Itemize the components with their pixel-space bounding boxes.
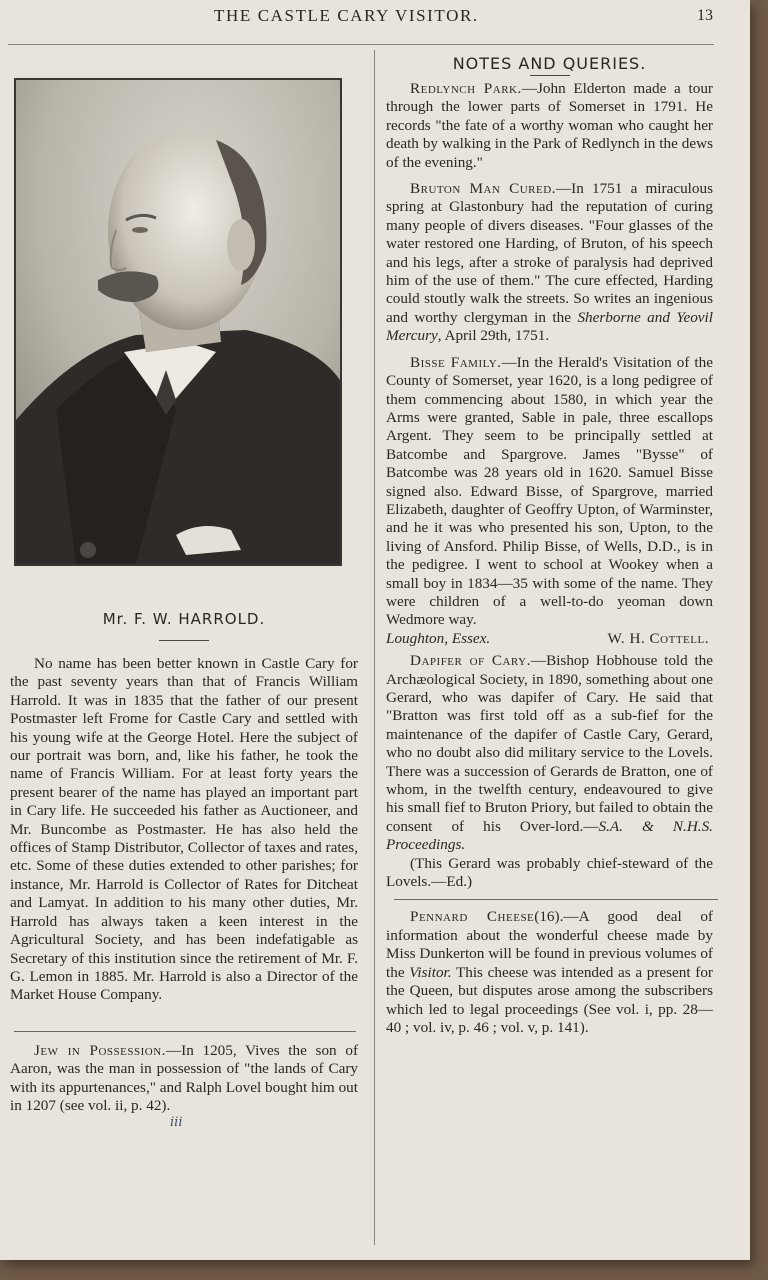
bisse-signature <box>386 630 713 648</box>
dapifer-note <box>386 652 713 854</box>
page-number: 13 <box>697 7 713 24</box>
pennard-heading: Pennard Cheese <box>410 908 535 926</box>
redlynch-heading: Redlynch Park. <box>410 80 522 97</box>
section-rule-right <box>394 899 718 900</box>
pennard-visitor: Visitor. <box>409 963 452 981</box>
header-rule <box>8 44 714 45</box>
portrait-image <box>16 80 340 564</box>
bruton-heading: Bruton Man Cured. <box>410 180 556 198</box>
bisse-text: —In the Herald's Visitation of the County of Somerset, year 1620, is a long pedigree of them commencing about 1580, in which year the Arms were granted, Sable in pale, three escallops Argent. They seem to be principally settled at Batcombe and Spargrove. James "Bysse" of Batcombe was 28 years old in 1620. Samuel Bisse signed also. Edward Bisse, of Spargrove, married Elizabeth, daughter of Geoffry Upton, of Warminster, and he it was who presented his son, Upton, to the living of Ansford. Philip Bisse, of Wells, D.D., is in the pedigree. I went to school at Wookey when a small boy in 1834—35 with some of the name. They were children of a well-to-do yeoman down Wedmore way. <box>386 353 713 629</box>
section-rule <box>14 1031 356 1032</box>
bruton-text-2: , April 29th, 1751. <box>437 327 550 345</box>
pennard-text-2: This cheese was intended as a present for the Queen, but disputes arose among the subscribers which led to legal proceedings (See vol. i, pp. 28—40 ; vol. iv, p. 46 ; vol. v, p. 141). <box>386 963 713 1036</box>
heading-rule <box>530 75 570 76</box>
jew-text: —In 1205, Vives the son of Aaron, was the man in possession of "the lands of Cary with its appurtenances," and Ralph Lovel bought him out in 1207 (see vol. ii, p. 42). <box>10 1041 359 1114</box>
dapifer-text: —Bishop Hobhouse told the Archæological Society, in 1890, something about one Gerard, who was dapifer of Cary. He said that "Bratton was first told off as a sub-fief for the maintenance of the dapifer of Castle Cary, Gerard, who no doubt also did military service to the Lovels. There was a succession of Gerards de Bratton, one of whom, in the twelfth century, endeavoured to give his small fief to Bruton Priory, but failed to obtain the consent of his Over-lord.— <box>386 652 713 835</box>
column-divider <box>374 50 375 1245</box>
dapifer-heading: Dapifer of Cary. <box>410 652 531 670</box>
jew-in-possession-note <box>10 1042 358 1116</box>
handwritten-mark: iii <box>170 1115 183 1131</box>
pennard-text-1: (16).—A good deal of information about the wonderful cheese made by Miss Dunkerton will be found in previous volumes of the <box>386 908 713 981</box>
portrait-photo <box>14 78 342 566</box>
dapifer-editor-note: (This Gerard was probably chief-steward of the Lovels.—Ed.) <box>386 854 713 891</box>
bisse-author: W. H. Cottell. <box>607 629 709 647</box>
bruton-text-1: —In 1751 a miraculous spring at Glastonbury had the reputation of curing many people of divers diseases. "Four glasses of the water restored one Harding, of Bruton, of his speech and his legs, after a stroke of paralysis had deprived him of the use of them." The cure effected, Harding could stoutly walk the streets. So writes an ingenious and worthy clergyman in the <box>386 180 713 326</box>
redlynch-text: —John Elderton made a tour through the lower parts of Somerset in 1791. He records "the fate of a worthy woman who caught her death by walking in the Park of Redlynch in the dews of the evening." <box>386 80 713 171</box>
bisse-heading: Bisse Family. <box>410 353 502 371</box>
redlynch-note <box>386 80 713 172</box>
right-column <box>386 52 713 1037</box>
jew-heading: Jew in Possession. <box>34 1041 166 1059</box>
journal-title: THE CASTLE CARY VISITOR. <box>214 6 479 25</box>
bisse-note <box>386 354 713 630</box>
caption-rule <box>159 640 209 641</box>
bruton-source: Sherborne and Yeovil Mercury <box>386 308 713 345</box>
pennard-note <box>386 908 713 1037</box>
portrait-caption: Mr. F. W. HARROLD. <box>102 610 266 628</box>
left-column <box>10 78 358 1130</box>
bisse-place: Loughton, Essex. <box>386 629 491 647</box>
notes-heading: NOTES AND QUERIES. <box>452 54 647 73</box>
running-head <box>0 6 750 30</box>
dapifer-source: S.A. & N.H.S. Proceedings. <box>386 817 713 854</box>
harrold-article: No name has been better known in Castle Cary for the past seventy years than that of Francis William Harrold. It was in 1835 that the father of our present Postmaster left Frome for Castle Cary and settled with his young wife at the George Hotel. Here the subject of our portrait was born, and, like his father, he took the name of Francis William. For at least forty years the present bearer of the name has played an important part in Cary life. He succeeded his father as Auctioneer, and Mr. Buncombe as Postmaster. He has also held the offices of Stamp Distributor, Collector of taxes and rates, etc. Some of these duties extended to other parishes; for instance, Mr. Harrold is Collector of Rates for Ditcheat and Lamyat. In addition to his many other duties, Mr. Harrold has always taken a keen interest in the Agricultural Society, and has been indefatigable as Secretary of this institution since the retirement of Mr. F. G. Lemon in 1885. Mr. Harrold is also a Director of the Market House Company. <box>10 655 358 1004</box>
bruton-note <box>386 180 713 346</box>
